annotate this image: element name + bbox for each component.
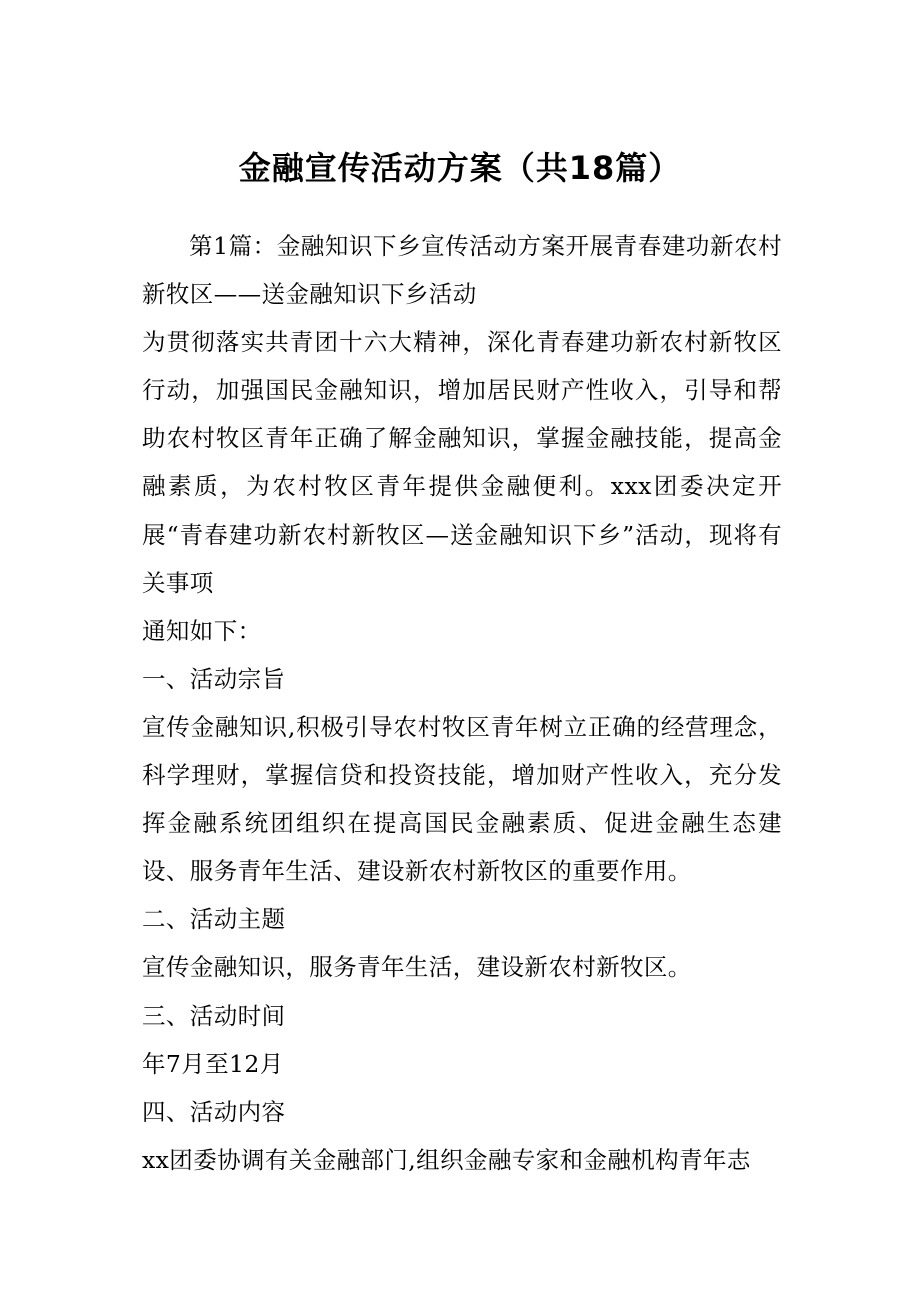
section-heading-1: 一、活动宗旨 [142,664,286,693]
paragraph-6: 年7月至12月 [142,1049,284,1078]
paragraph-5: 宣传金融知识，服务青年生活，建设新农村新牧区。 [142,953,692,982]
paragraph-4: 宣传金融知识,积极引导农村牧区青年树立正确的经营理念，科学理财，掌握信贷和投资技能，增加财产性收入，充分发挥金融系统团组织在提高国民金融素质、促进金融生态建设、服务青年生活、建设新农村新牧区的重要作用。 [142,712,782,886]
document-body [142,222,782,1184]
section-heading-3: 三、活动时间 [142,1001,286,1030]
paragraph-1: 第1篇：金融知识下乡宣传活动方案开展青春建功新农村新牧区——送金融知识下乡活动 [142,232,782,309]
document-title: 金融宣传活动方案（共18篇） [238,149,682,187]
paragraph-7: xx团委协调有关金融部门,组织金融专家和金融机构青年志 [142,1145,751,1174]
section-heading-2: 二、活动主题 [142,905,286,934]
section-heading-4: 四、活动内容 [142,1097,286,1126]
paragraph-3: 通知如下： [142,616,262,645]
paragraph-2: 为贯彻落实共青团十六大精神，深化青春建功新农村新牧区行动，加强国民金融知识，增加居民财产性收入，引导和帮助农村牧区青年正确了解金融知识，掌握金融技能，提高金融素质，为农村牧区青年提供金融便利。xxx团委决定开展“青春建功新农村新牧区—送金融知识下乡”活动，现将有关事项 [142,328,782,597]
